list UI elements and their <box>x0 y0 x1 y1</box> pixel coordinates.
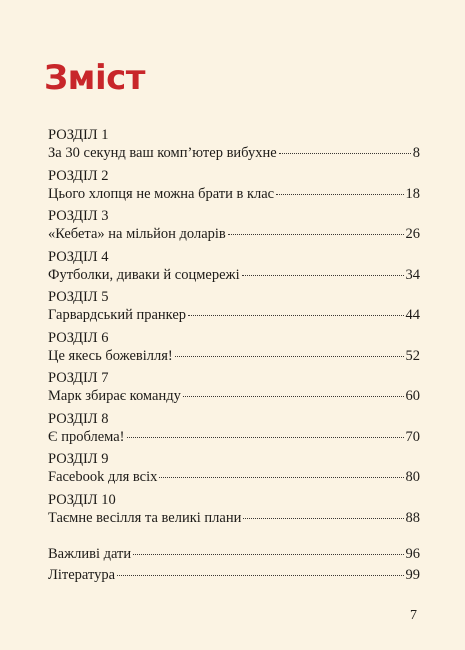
page-ref: 99 <box>405 567 420 583</box>
toc-entry[interactable] <box>48 225 420 244</box>
toc-entry[interactable] <box>48 347 420 366</box>
table-of-contents <box>48 126 420 531</box>
dot-leader <box>159 476 403 478</box>
chapter-label: РОЗДІЛ 10 <box>48 491 116 508</box>
toc-chapter-4 <box>48 248 420 289</box>
page-title: Зміст <box>44 58 145 98</box>
page-ref: 26 <box>405 226 420 242</box>
toc-entry[interactable] <box>48 306 420 325</box>
dot-leader <box>242 274 404 276</box>
toc-entry[interactable] <box>48 387 420 406</box>
chapter-title: За 30 секунд ваш комп’ютер вибухне <box>48 145 277 161</box>
page-ref: 96 <box>405 546 420 562</box>
toc-chapter-1 <box>48 126 420 167</box>
dot-leader <box>117 574 403 576</box>
chapter-title: Це якесь божевілля! <box>48 347 173 364</box>
toc-entry[interactable] <box>48 428 420 447</box>
toc-entry[interactable] <box>48 144 420 163</box>
toc-appendix <box>48 544 420 586</box>
chapter-label: РОЗДІЛ 9 <box>48 451 109 467</box>
chapter-title: Є проблема! <box>48 428 125 445</box>
chapter-label: РОЗДІЛ 2 <box>48 167 109 184</box>
page-ref: 52 <box>405 347 420 364</box>
dot-leader <box>243 517 403 519</box>
toc-chapter-9 <box>48 450 420 491</box>
page-ref: 8 <box>412 145 420 161</box>
chapter-title: Facebook для всіх <box>48 469 158 485</box>
dot-leader <box>183 395 404 397</box>
dot-leader <box>175 355 404 357</box>
chapter-title: Цього хлопця не можна брати в клас <box>48 185 275 202</box>
page-ref: 60 <box>405 388 420 404</box>
toc-chapter-5 <box>48 288 420 329</box>
page-ref: 18 <box>405 185 420 202</box>
dot-leader <box>228 233 404 235</box>
toc-chapter-2 <box>48 167 420 208</box>
chapter-title: Марк збирає команду <box>48 388 181 404</box>
chapter-label: РОЗДІЛ 5 <box>48 289 109 305</box>
toc-entry-literature[interactable] <box>48 565 420 586</box>
dot-leader <box>279 152 411 154</box>
toc-entry-dates[interactable] <box>48 544 420 565</box>
toc-chapter-6 <box>48 329 420 370</box>
page-ref: 88 <box>405 509 420 526</box>
toc-entry[interactable] <box>48 266 420 285</box>
toc-chapter-10 <box>48 491 420 532</box>
toc-chapter-8 <box>48 410 420 451</box>
chapter-label: РОЗДІЛ 1 <box>48 127 109 143</box>
page-ref: 44 <box>405 307 420 323</box>
toc-chapter-7 <box>48 369 420 410</box>
chapter-title: Таємне весілля та великі плани <box>48 509 242 526</box>
toc-entry[interactable] <box>48 185 420 204</box>
page-number: 7 <box>410 608 417 623</box>
entry-title: Література <box>48 567 116 583</box>
toc-chapter-3 <box>48 207 420 248</box>
chapter-label: РОЗДІЛ 7 <box>48 370 109 386</box>
chapter-label: РОЗДІЛ 4 <box>48 248 109 265</box>
chapter-title: «Кебета» на мільйон доларів <box>48 226 226 242</box>
toc-entry[interactable] <box>48 509 420 528</box>
dot-leader <box>188 314 403 316</box>
chapter-title: Футболки, диваки й соцмережі <box>48 266 240 283</box>
chapter-label: РОЗДІЛ 6 <box>48 329 109 346</box>
chapter-label: РОЗДІЛ 3 <box>48 208 109 224</box>
entry-title: Важливі дати <box>48 546 132 562</box>
dot-leader <box>133 553 403 555</box>
page-ref: 80 <box>405 469 420 485</box>
toc-entry[interactable] <box>48 468 420 487</box>
page-ref: 70 <box>405 428 420 445</box>
chapter-label: РОЗДІЛ 8 <box>48 410 109 427</box>
dot-leader <box>127 436 404 438</box>
page-ref: 34 <box>405 266 420 283</box>
dot-leader <box>276 193 403 195</box>
chapter-title: Гарвардський пранкер <box>48 307 187 323</box>
